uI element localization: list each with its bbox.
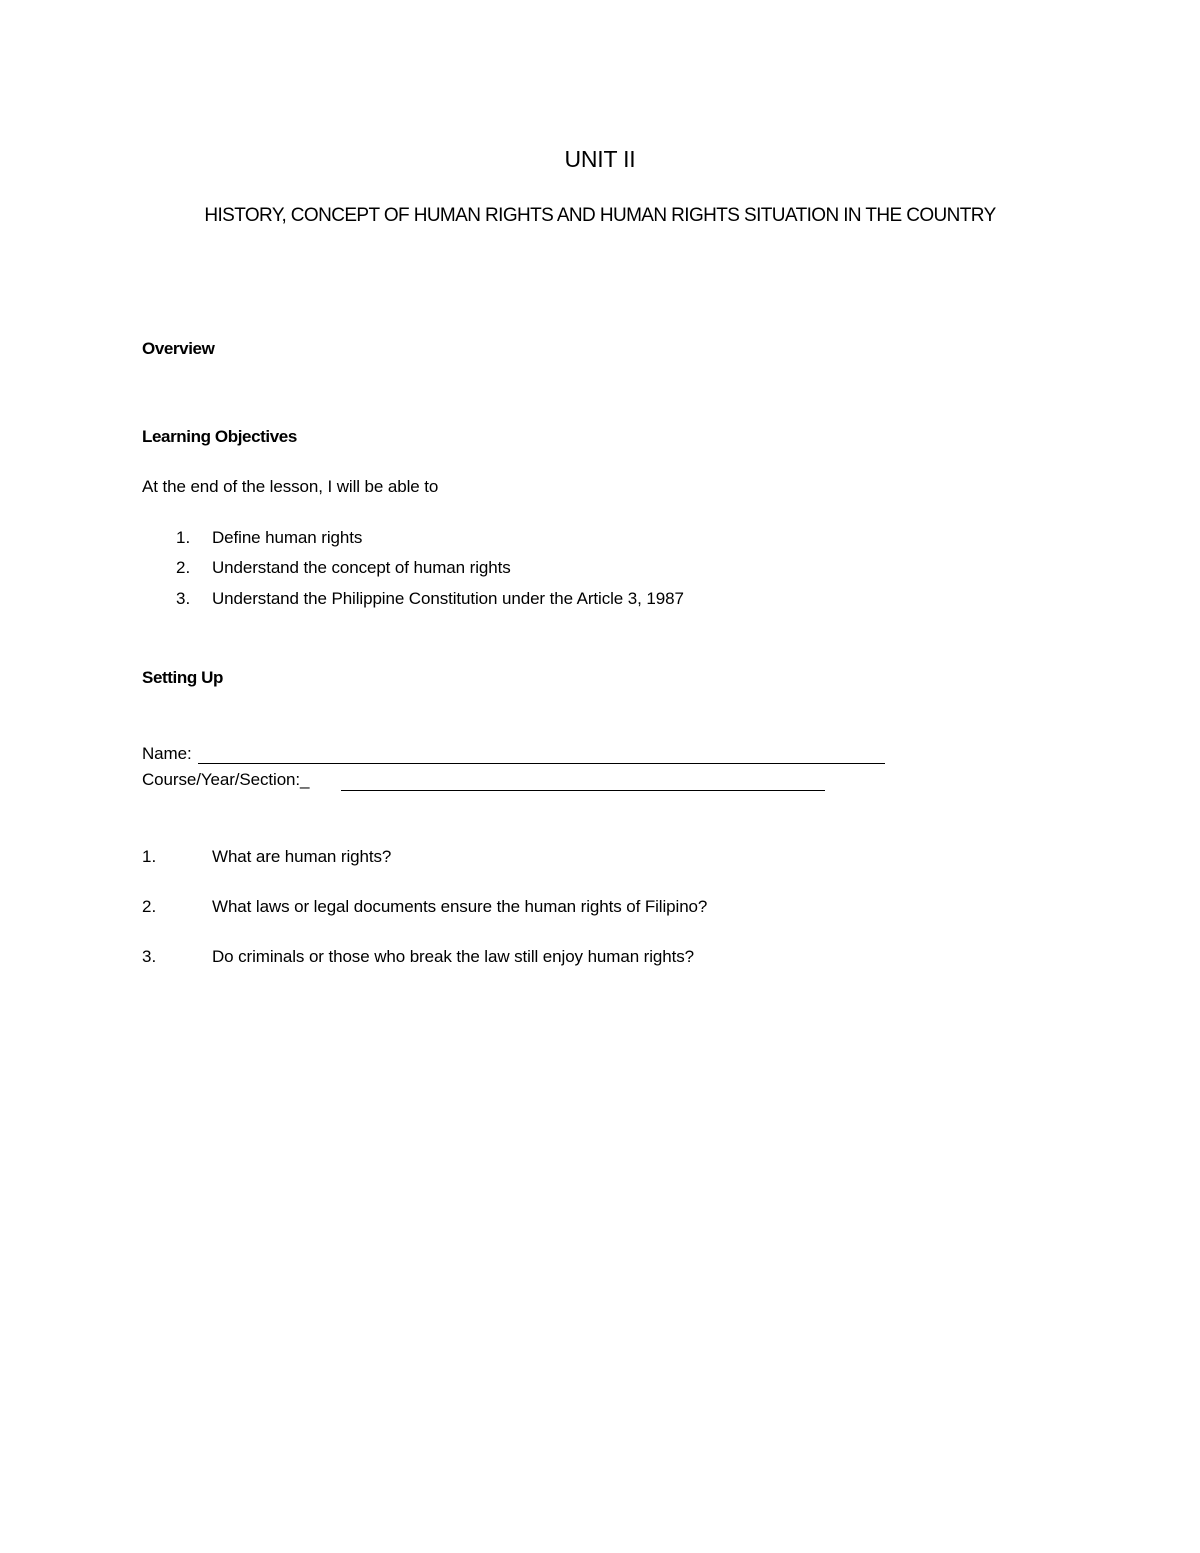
name-field-line[interactable] bbox=[198, 763, 885, 764]
list-item-text: Understand the concept of human rights bbox=[212, 558, 511, 577]
name-field-label: Name: bbox=[142, 744, 192, 763]
list-item-text: Define human rights bbox=[212, 528, 363, 547]
list-item-number: 1. bbox=[176, 528, 191, 547]
unit-title: UNIT II bbox=[564, 146, 636, 172]
question-number: 1. bbox=[142, 847, 157, 866]
list-item-text: Understand the Philippine Constitution under the Article 3, 1987 bbox=[212, 589, 684, 608]
overview-heading: Overview bbox=[142, 339, 215, 358]
list-item-number: 2. bbox=[176, 558, 191, 577]
question-number: 3. bbox=[142, 947, 157, 966]
setting-up-heading: Setting Up bbox=[142, 668, 223, 687]
list-item-number: 3. bbox=[176, 589, 191, 608]
course-field-line[interactable] bbox=[341, 790, 825, 791]
objectives-intro: At the end of the lesson, I will be able to bbox=[142, 477, 439, 496]
question-number: 2. bbox=[142, 897, 157, 916]
course-field-label: Course/Year/Section:_ bbox=[142, 770, 310, 789]
main-title: HISTORY, CONCEPT OF HUMAN RIGHTS AND HUMAN RIGHTS SITUATION IN THE COUNTRY bbox=[204, 205, 996, 226]
learning-objectives-heading: Learning Objectives bbox=[142, 427, 297, 446]
question-text: What laws or legal documents ensure the human rights of Filipino? bbox=[212, 897, 708, 916]
question-text: What are human rights? bbox=[212, 847, 392, 866]
question-text: Do criminals or those who break the law still enjoy human rights? bbox=[212, 947, 695, 966]
